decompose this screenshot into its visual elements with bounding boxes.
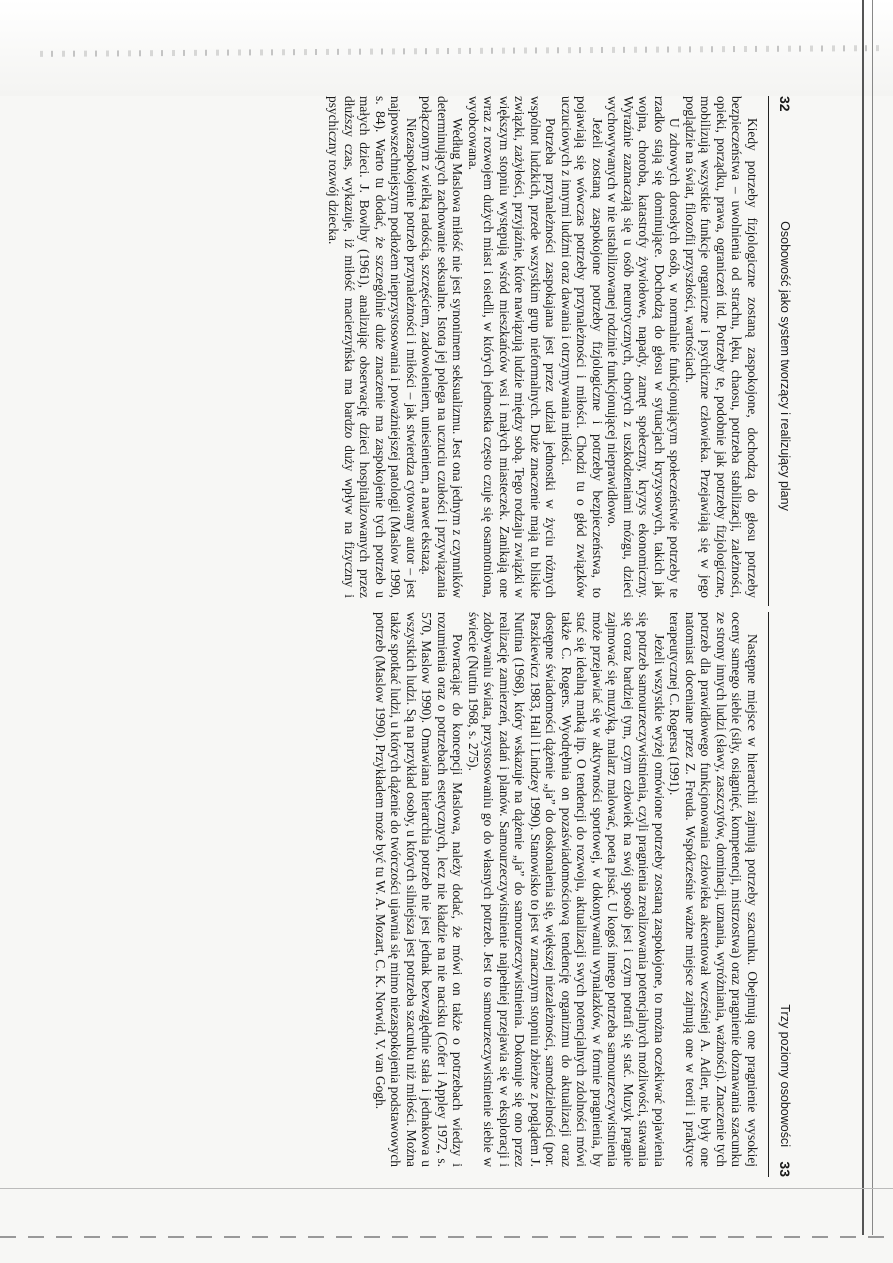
scan-dashed-border xyxy=(0,1236,893,1238)
left-page-header xyxy=(768,96,795,606)
right-page-header xyxy=(768,612,795,1177)
right-paragraph-3: Powracając do koncepcji Maslowa, należy dodać, że mówi on także o potrzebach wiedzy i rozumienia oraz o potrzebach estetycznych, lecz nie kładzie na nie nacisku (Cofer i Appley 1972, s. 570, Maslow 1990). Omawiana hierarchia potrzeb nie jest jednak bezwzględnie stała i jednakowa u wszystkich ludzi. Są na przykład osoby, u których silniejsza jest potrzeba szacunku niż miłości. Można także spotkać ludzi, u których dążenie do twórczości ujawnia się mimo niezaspokojenia podstawowych potrzeb (Maslow 1990). Przykładem może być tu W. A. Mozart, C. K. Norwid, V. van Gogh. xyxy=(373,612,466,1167)
page-edge-line xyxy=(862,0,864,1235)
left-page-number: 32 xyxy=(777,96,793,112)
left-paragraph-1: Kiedy potrzeby fizjologiczne zostaną zaspokojone, dochodzą do głosu potrzeby bezpieczeństwa – uwolnienia od strachu, lęku, chaosu, potrzeba stabilizacji, zależności, opieki, porządku, prawa, ograniczeń itd. Potrzeby te, podobnie jak potrzeby fizjologiczne, mobilizują wszystkie funkcje organiczne i psychiczne człowieka. Przejawiają się w jego poglądzie na świat, filozofii przyszłości, wartościach. xyxy=(683,96,760,598)
page-edge-line-secondary xyxy=(872,0,873,1235)
right-page xyxy=(105,612,795,1177)
left-paragraph-6: Niezaspokojenie potrzeb przynależności i miłości – jak stwierdza cytowany autor – jest najpowszechniejszym podłożem nieprzystosowania i poważniejszej patologii (Maslow 1990, s. 84). Warto tu dodać, że szczególnie duże znaczenie ma zaspokojenie tych potrzeb u małych dzieci. J. Bowlby (1961), analizując obserwację dzieci hospitalizowanych przez dłuższy czas, wykazuje, iż miłość macierzyńska ma bardzo duży wpływ na fizyczny i psychiczny rozwój dziecka. xyxy=(326,96,419,598)
right-running-title: Trzy poziomy osobowości xyxy=(778,1004,792,1147)
left-paragraph-4: Potrzeba przynależności zaspokajana jest przez udział jednostki w życiu różnych wspólnot ludzkich, przede wszystkim grup nieformalnych. Duże znaczenie mają tu bliskie związki, zażyłości, przyjaźnie, które nawiązują ludzie między sobą. Tego rodzaju związki w większym stopniu występują wśród mieszkańców wsi i małych miasteczek. Zanikają one wraz z rozwojem dużych miast i osiedli, w których jednostka często czuje się osamotniona, wyobcowana. xyxy=(466,96,559,598)
left-running-title: Osobowość jako system tworzący i realizujący plany xyxy=(778,221,792,511)
left-page xyxy=(105,96,795,606)
page-bottom-edge xyxy=(0,1188,893,1189)
right-page-number: 33 xyxy=(777,1161,793,1177)
left-page-body xyxy=(326,96,760,606)
right-paragraph-1: Następne miejsce w hierarchii zajmują potrzeby szacunku. Obejmują one pragnienie wysokiej oceny samego siebie (siły, osiągnięć, kompetencji, mistrzostwa) oraz pragnienie doznawania szacunku ze strony innych ludzi (sławy, zaszczytów, dominacji, uznania, wyróżniania, ważności). Znaczenie tych potrzeb dla prawidłowego funkcjonowania człowieka akcentował wcześniej A. Adler, nie były one natomiast doceniane przez Z. Freuda. Współcześnie ważne miejsce zajmują one w teorii i praktyce terapeutycznej C. Rogersa (1991). xyxy=(667,612,760,1167)
left-paragraph-2: U zdrowych dorosłych osób, w normalnie funkcjonującym społeczeństwie potrzeby te rzadko stają się dominujące. Dochodzą do głosu w sytuacjach kryzysowych, takich jak wojna, choroba, katastrofy żywiołowe, napady, zamęt społeczny, kryzys ekonomiczny. Wyraźnie zaznaczają się u osób neurotycznych, chorych z uszkodzeniami mózgu, dzieci wychowywanych w nie ustabilizowanej rodzinie funkcjonującej nieprawidłowo. xyxy=(605,96,683,598)
right-page-body xyxy=(373,612,761,1177)
left-paragraph-3: Jeżeli zostaną zaspokojone potrzeby fizjologiczne i potrzeby bezpieczeństwa, to pojawiają się wówczas potrzeby przynależności i miłości. Chodzi tu o głód związków uczuciowych z innymi ludźmi oraz dawania i otrzymywania miłości. xyxy=(559,96,605,598)
left-paragraph-5: Według Maslowa miłość nie jest synonimem seksualizmu. Jest ona jednym z czynników determinujących zachowanie seksualne. Istota jej polega na uczuciu czułości i przywiązania połączonym z wielką radością, szczęściem, zadowoleniem, uniesieniem, a nawet ekstazą. xyxy=(419,96,466,598)
right-paragraph-2: Jeżeli wszystkie wyżej omówione potrzeby zostaną zaspokojone, to można oczekiwać pojawienia się potrzeb samourzeczywistnienia, czyli pragnienia zrealizowania potencjalnych możliwości, stawania się coraz bardziej tym, czym człowiek na swój sposób jest i czym potrafi się stać. Muzyk pragnie zajmować się muzyką, malarz malować, poeta pisać. U kogoś innego potrzeba samourzeczywistnienia może przejawiać się w aktywności sportowej, w dokonywaniu wynalazków, w formie pragnienia, by stać się idealną matką itp. O tendencji do rozwoju, aktualizacji swych potencjalnych zdolności mówi także C. Rogers. Wyodrębnia on pozaświadomościową tendencję organizmu do aktualizacji oraz dostępne świadomości dążenie „ja” do doskonalenia się, większej niezależności, samodzielności (por. Paszkiewicz 1983, Hall i Lindzey 1990). Stanowisko to jest w znacznym stopniu zbieżne z poglądem J. Nuttina (1968), który wskazuje na dążenie „ja” do samourzeczywistnienia. Dokonuje się ono przez realizację zamierzeń, zadań i planów. Samourzeczywistnienie najpełniej przejawia się w eksploracji i zdobywaniu świata, przystosowaniu go do własnych potrzeb. Jest to samourzeczywistnienie siebie w świecie (Nuttin 1968, s. 275). xyxy=(466,612,667,1167)
